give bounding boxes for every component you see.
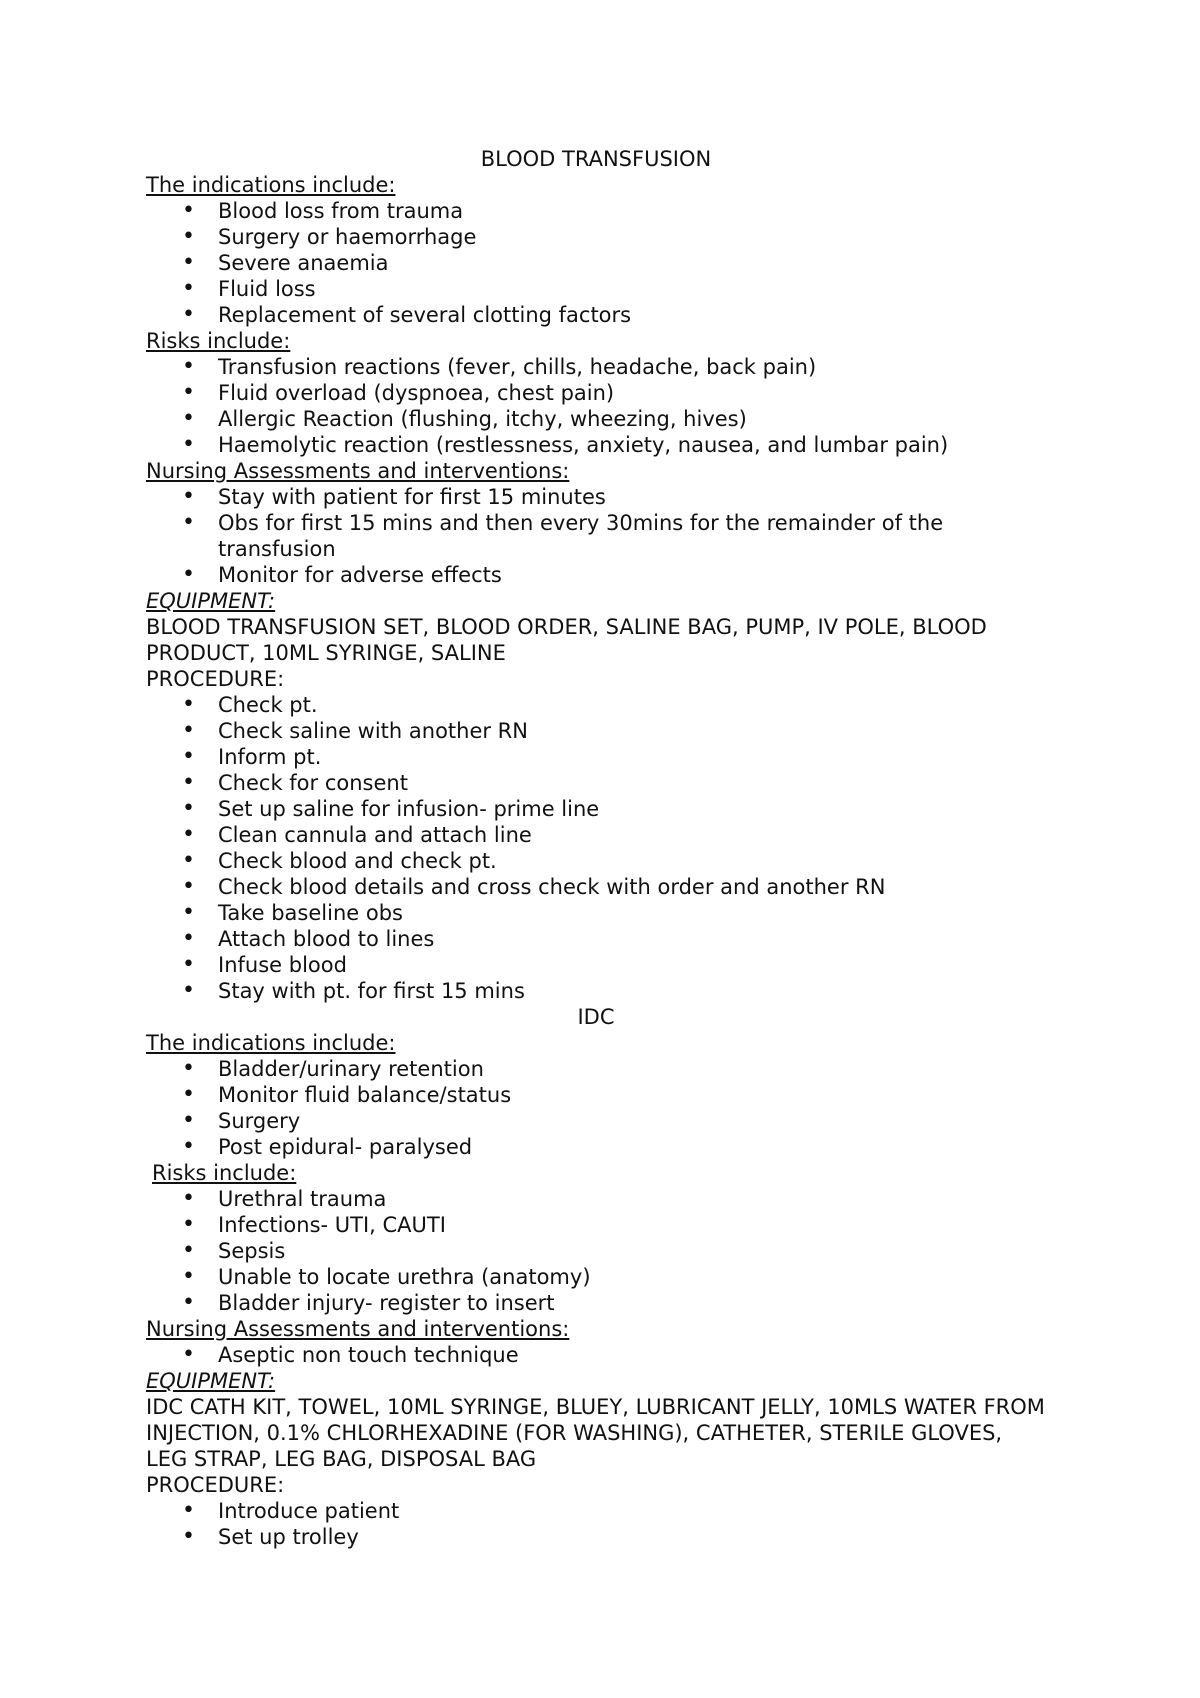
idc-nursing-list xyxy=(146,1342,1046,1368)
list-item: • Check saline with another RN xyxy=(146,718,1046,744)
blood-nursing-header: Nursing Assessments and interventions: xyxy=(146,459,570,483)
list-item: • Bladder/urinary retention xyxy=(146,1056,1046,1082)
document-page xyxy=(146,146,1046,1550)
blood-nursing-list xyxy=(146,484,1046,588)
blood-equipment-text: BLOOD TRANSFUSION SET, BLOOD ORDER, SALINE BAG, PUMP, IV POLE, BLOOD PRODUCT, 10ML SYRINGE, SALINE xyxy=(146,615,987,665)
blood-risks-list xyxy=(146,354,1046,458)
list-item: • Inform pt. xyxy=(146,744,1046,770)
idc-indications-header: The indications include: xyxy=(146,1031,396,1055)
idc-indications-list xyxy=(146,1056,1046,1160)
list-item: • Clean cannula and attach line xyxy=(146,822,1046,848)
blood-indications-list xyxy=(146,198,1046,328)
list-item: • Post epidural- paralysed xyxy=(146,1134,1046,1160)
list-item: • Introduce patient xyxy=(146,1498,1046,1524)
list-item: • Allergic Reaction (flushing, itchy, wheezing, hives) xyxy=(146,406,1046,432)
idc-risks-list xyxy=(146,1186,1046,1316)
list-item: • Infuse blood xyxy=(146,952,1046,978)
list-item: • Unable to locate urethra (anatomy) xyxy=(146,1264,1046,1290)
list-item: • Aseptic non touch technique xyxy=(146,1342,1046,1368)
list-item: • Blood loss from trauma xyxy=(146,198,1046,224)
section-title-idc: IDC xyxy=(577,1005,615,1029)
list-item: • Fluid loss xyxy=(146,276,1046,302)
list-item: • Attach blood to lines xyxy=(146,926,1046,952)
list-item: • Obs for first 15 mins and then every 30mins for the remainder of the transfusion xyxy=(146,510,1046,562)
blood-procedure-list xyxy=(146,692,1046,1004)
list-item: • Take baseline obs xyxy=(146,900,1046,926)
list-item: • Urethral trauma xyxy=(146,1186,1046,1212)
list-item: • Set up saline for infusion- prime line xyxy=(146,796,1046,822)
blood-procedure-header: PROCEDURE: xyxy=(146,667,285,691)
list-item: • Monitor fluid balance/status xyxy=(146,1082,1046,1108)
idc-risks-header: Risks include: xyxy=(152,1161,297,1185)
list-item: • Bladder injury- register to insert xyxy=(146,1290,1046,1316)
list-item: • Check blood and check pt. xyxy=(146,848,1046,874)
list-item: • Stay with patient for first 15 minutes xyxy=(146,484,1046,510)
list-item: • Infections- UTI, CAUTI xyxy=(146,1212,1046,1238)
list-item: • Surgery xyxy=(146,1108,1046,1134)
list-item: • Monitor for adverse effects xyxy=(146,562,1046,588)
list-item: • Surgery or haemorrhage xyxy=(146,224,1046,250)
blood-indications-header: The indications include: xyxy=(146,173,396,197)
idc-nursing-header: Nursing Assessments and interventions: xyxy=(146,1317,570,1341)
list-item: • Replacement of several clotting factors xyxy=(146,302,1046,328)
blood-risks-header: Risks include: xyxy=(146,329,291,353)
list-item: • Transfusion reactions (fever, chills, headache, back pain) xyxy=(146,354,1046,380)
idc-equipment-header: EQUIPMENT: xyxy=(146,1369,276,1393)
idc-equipment-text: IDC CATH KIT, TOWEL, 10ML SYRINGE, BLUEY, LUBRICANT JELLY, 10MLS WATER FROM INJECTION, 0.1% CHLORHEXADINE (FOR WASHING), CATHETER, STERILE GLOVES, LEG STRAP, LEG BAG, DISPOSAL BAG xyxy=(146,1395,1045,1471)
list-item: • Sepsis xyxy=(146,1238,1046,1264)
list-item: • Check pt. xyxy=(146,692,1046,718)
list-item: • Severe anaemia xyxy=(146,250,1046,276)
blood-equipment-header: EQUIPMENT: xyxy=(146,589,276,613)
list-item: • Check for consent xyxy=(146,770,1046,796)
list-item: • Check blood details and cross check with order and another RN xyxy=(146,874,1046,900)
idc-procedure-list xyxy=(146,1498,1046,1550)
list-item: • Fluid overload (dyspnoea, chest pain) xyxy=(146,380,1046,406)
idc-procedure-header: PROCEDURE: xyxy=(146,1473,285,1497)
list-item: • Haemolytic reaction (restlessness, anxiety, nausea, and lumbar pain) xyxy=(146,432,1046,458)
section-title-blood-transfusion: BLOOD TRANSFUSION xyxy=(480,147,712,171)
list-item: • Stay with pt. for first 15 mins xyxy=(146,978,1046,1004)
list-item: • Set up trolley xyxy=(146,1524,1046,1550)
